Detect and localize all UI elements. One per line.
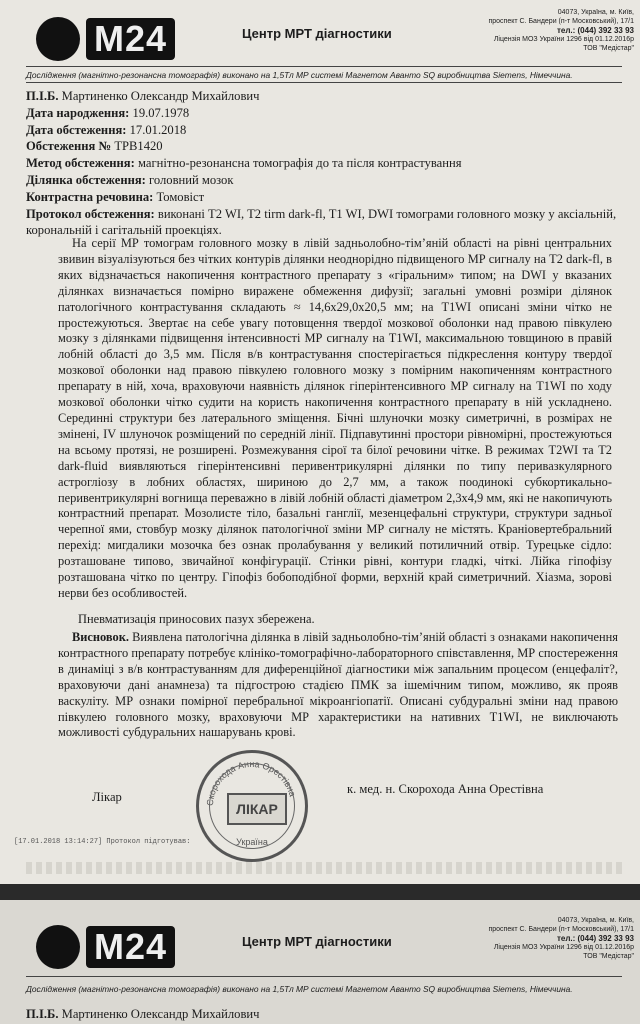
logo-circle-icon [36,925,80,969]
second-page-top [0,900,640,1024]
conclusion-block [58,630,618,741]
field-exam-number: Обстеження № TPB1420 [26,139,163,154]
header-divider [26,66,622,67]
findings-paragraph: На серії МР томограм головного мозку в лівій задньолобно-тім’яній області на рівні центральних звивин візуалізуються без чітких контурів ділянки неоднорідно підвищеного МР сигналу на T2 dark-fl, в яких відзначається накопичення контрастного препарату з «гіральним» типом; на DWI у вказаних ділянках визначається помірно виражене обмеження дифузії; загальні умовні розміри ділянок патологічного контрастування складають ≈ 14,6х29,0х20,5 мм; на T1WI описані зміни чітко не простежуються. Звертає на себе увагу потовщення твердої мозкової оболонки над правою півкулею мозку з ділянками підвищення інтенсивності МР сигналу на T1WI, максимальною товщиною в правій лобній області до 3,5 мм. Після в/в контрастування спостерігається підкреслення контуру твердої мозкової оболонки над правою півкулею головного мозку з помірним накопиченням контрастного препарату в ній, хоча, враховуючи наявність ділянок гіперінтенсивного МР сигналу на T1WI по ходу мозкової оболонки чітко судити на користь накопичення контрастного препарату в ній ускладнено. Серединні структури без латерального зміщення. Бічні шлуночки мозку симетричні, в розмірах не змінені, IV шлуночок розміщений по середній лінії. Підпавутинні простори рівномірні, простежуються на всьому протязі, не розширені. Розмежування сірої та білої речовини чітке. В режимах T2WI та T2 dark-fluid виявляються гіперінтенсивні перивентрикулярні ділянки по типу перивазкулярного астрогліозу в лобних областях, шириною до 2,7 мм, а також поодинокі субкортикально-перивентрикулярні вогнища переважно в лівій лобній області діаметром 2,3х4,9 мм, які не накопичують контрастний препарат. Мозолисте тіло, базальні ганглії, мезенцефальні структури, структури задньої черепної ями, стовбур мозку ділянок патологічної зміни МР сигналу не містять. Краніовертебральний перехід: мигдалики мозочка без ознак пролабування у великий потиличний отвір. Турецьке сідло: розташоване типово, звичайної конфігурації. Стінки рівні, контури гладкі, чіткі. Лійка гіпофізу розташована чітко по центру. Гіпофіз бобоподібної форми, верхній край симетричний. Хіазма, зорові нерви без особливостей. [58,236,612,600]
doctor-name: к. мед. н. Скорохода Анна Орестівна [347,782,544,796]
field-name: П.І.Б. Мартиненко Олександр Михайлович [26,89,260,103]
patient-fields [26,88,626,239]
conclusion-label: Висновок. [72,630,129,644]
field-contrast: Контрастна речовина: Томовіст [26,189,205,204]
stamp-center: ЛІКАР [227,793,287,825]
conclusion-text: Виявлена патологічна ділянка в лівій задньолобно-тім’яній області з ознаками накопичення контрастного препарату потребує клініко-томографічно-лабораторного співставлення, МР спостереження в динаміці з в/в контрастуванням для диференційної діагностики між запальним процесом (енцефаліт?, враховуючи дані анамнеза) та підгострою стадією ПМК за ішемічним типом, можливо, як прояв васкуліту. МР ознаки помірної перебральної мікроангіопатії. Описані субдуральні зміни над правою півкулею головного мозку, враховуючи МР характеристики на нативних T1WI, не виключають можливості субдуральних нашарувань крові. [58,630,618,740]
logo-text: М24 [86,926,175,968]
stamp-bottom-text: Україна [236,837,268,847]
faint-footer [26,862,622,874]
protocol-line: [17.01.2018 13:14:27] Протокол підготував: [14,838,191,846]
stamp-ring-text: Скорохода Анна Орестівна [204,758,298,807]
page2-divider [26,976,622,977]
page2-equipment-line: Дослідження (магнітно-резонансна томографія) виконано на 1,5Тл МР системі Магнетом Аванто SQ виробництва Siemens, Німеччина. [26,984,573,994]
clinic-address [434,8,634,53]
field-birthdate: Дата народження: 19.07.1978 [26,105,190,120]
page2-address: 04073, Україна, м. Київ, проспект С. Бандери (п-т Московський), 17/1 тел.: (044) 392 33 93 Ліцензія МОЗ України 1296 від 01.12.2016р ТОВ "Медістар" [488,917,634,960]
pneumatization-line: Пневматизація приносових пазух збережена. [78,612,315,626]
page2-header [36,917,636,972]
address-line: 04073, Україна, м. Київ, [557,9,634,16]
field-region: Ділянка обстеження: головний мозок [26,172,234,187]
equipment-line: Дослідження (магнітно-резонансна томографія) виконано на 1,5Тл МР системі Магнетом Аванто SQ виробництва Siemens, Німеччина. [26,70,573,80]
clinic-phone: тел.: (044) 392 33 93 [556,26,634,35]
field-protocol: Протокол обстеження: виконані T2 WI, T2 tirm dark-fl, T1 WI, DWI томограми головного мозку у аксіальній, корональній і сагітальній проекціях. [26,206,617,238]
logo-text: М24 [86,18,175,60]
center-title: Центр МРТ діагностики [242,26,392,41]
signature-label: Лікар [92,790,122,804]
clinic-logo [36,14,175,64]
company-name: ТОВ "Медістар" [583,45,634,52]
address-line: проспект С. Бандери (п-т Московський), 17/1 [488,18,634,25]
page2-center-title: Центр МРТ діагностики [242,934,392,949]
signature-line [92,782,632,812]
report-header [36,9,636,64]
page2-logo [36,922,175,972]
equipment-divider [26,82,622,83]
findings-text [58,236,612,602]
field-exam-date: Дата обстеження: 17.01.2018 [26,122,187,137]
field-method: Метод обстеження: магнітно-резонансна томографія до та після контрастування [26,156,462,171]
page2-fields: П.І.Б. Мартиненко Олександр Михайлович [26,1007,260,1021]
license-line: Ліцензія МОЗ України 1296 від 01.12.2016р [493,36,634,43]
logo-circle-icon [36,17,80,61]
